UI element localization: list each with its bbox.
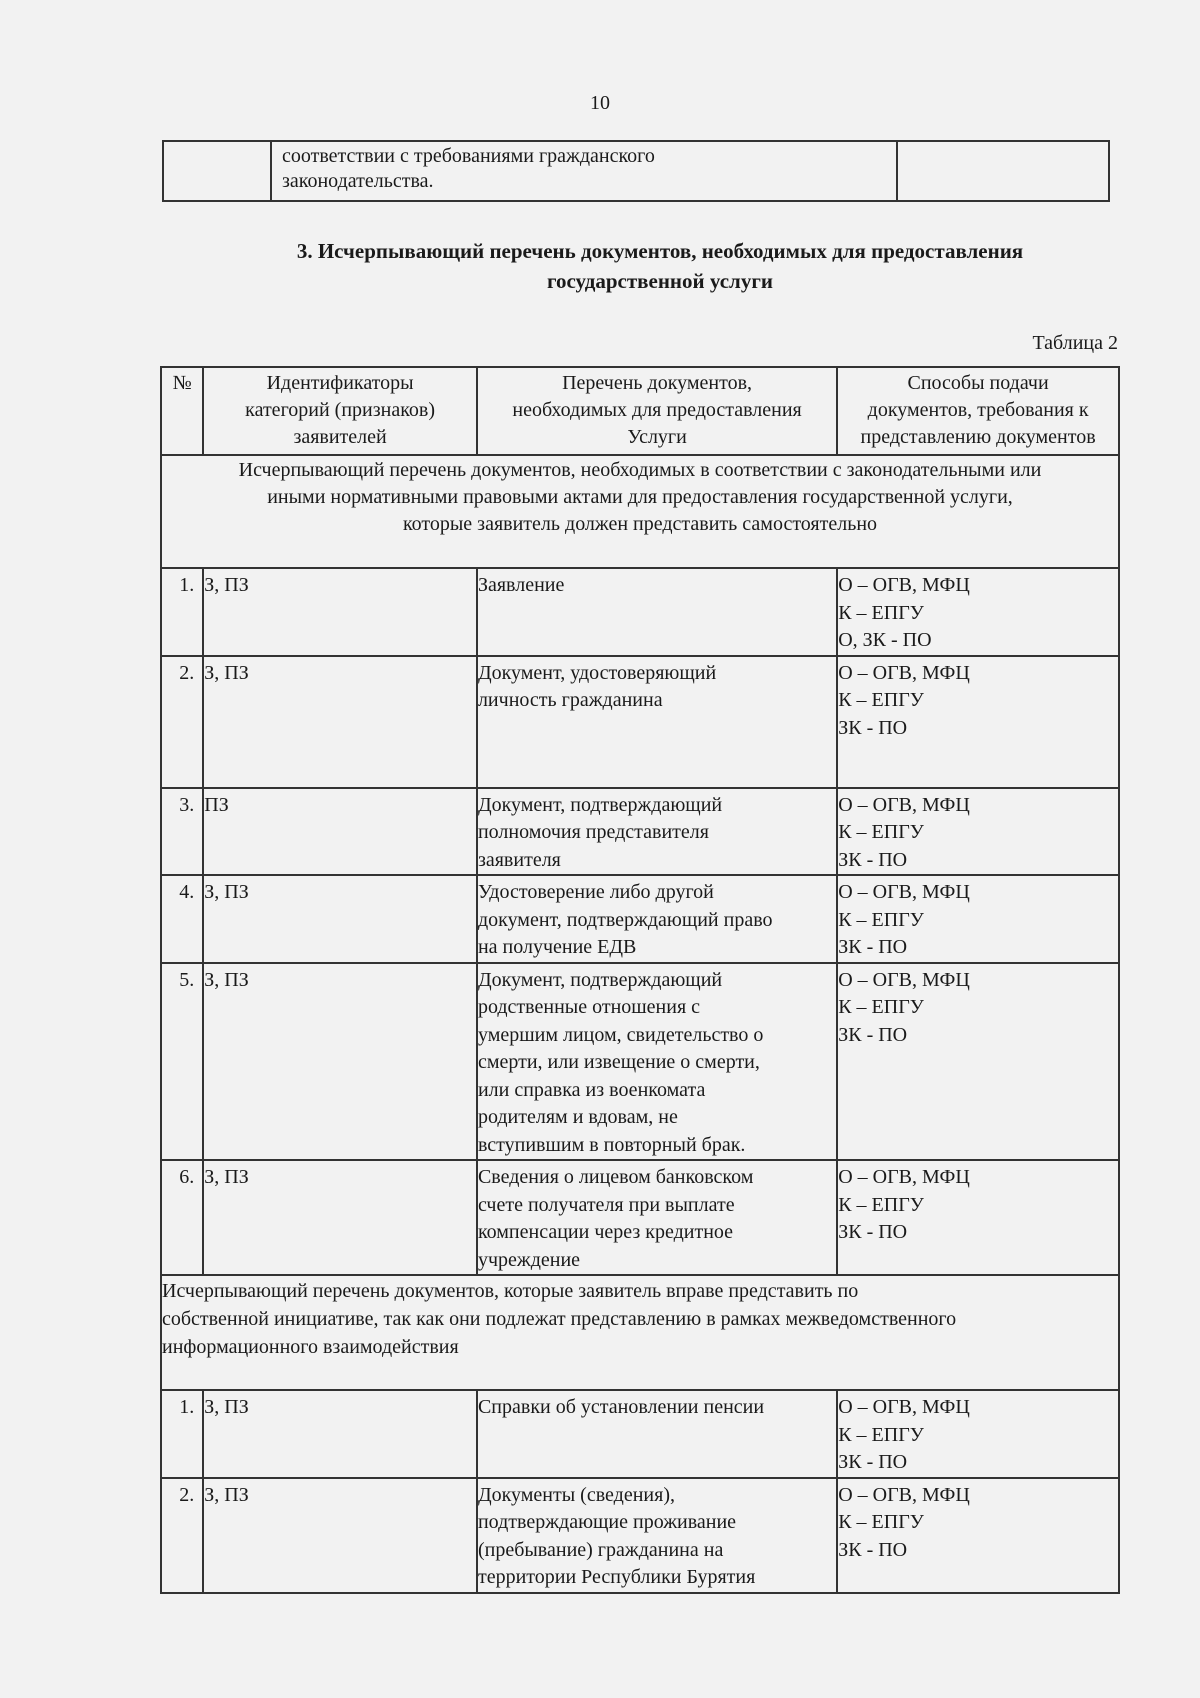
group-heading-required — [161, 455, 1119, 568]
section-title-line: государственной услуги — [547, 269, 773, 293]
way-line: ЗК - ПО — [838, 1221, 908, 1243]
way-line: О – ОГВ, МФЦ — [838, 793, 970, 816]
table-row — [161, 1390, 1119, 1478]
way-line: К – ЕПГУ — [838, 1511, 924, 1533]
header-ways — [837, 367, 1119, 455]
row-ways — [837, 1160, 1119, 1275]
document-line: или справка из военкомата — [477, 1078, 706, 1101]
section-title-line: 3. Исчерпывающий перечень документов, необходимых для предоставления — [296, 239, 1024, 263]
document-line: счете получателя при выплате — [477, 1193, 735, 1216]
document-line: умершим лицом, свидетельство о — [477, 1023, 764, 1046]
header-documents — [477, 367, 837, 455]
way-line: О – ОГВ, МФЦ — [838, 1166, 970, 1188]
document-line: подтверждающие проживание — [477, 1511, 737, 1533]
row-document — [477, 568, 837, 656]
group-row — [161, 1275, 1119, 1390]
document-line: полномочия представителя — [477, 821, 709, 843]
header-identifiers — [203, 367, 477, 455]
row-ways — [837, 875, 1119, 963]
row-ways — [837, 963, 1119, 1161]
way-line: К – ЕПГУ — [838, 821, 924, 843]
document-line: (пребывание) гражданина на — [477, 1538, 724, 1561]
document-line: родителям и вдовам, не — [477, 1106, 678, 1128]
continuation-text-line: соответствии с требованиями гражданского — [282, 145, 655, 167]
row-number: 3. — [161, 788, 203, 876]
table-row — [161, 1478, 1119, 1593]
row-document — [477, 1160, 837, 1275]
row-document — [477, 1390, 837, 1478]
row-number: 2. — [161, 1478, 203, 1593]
document-line: Документ, подтверждающий — [477, 968, 723, 991]
way-line: О – ОГВ, МФЦ — [838, 1396, 970, 1418]
table-cell — [271, 141, 897, 201]
row-document — [477, 875, 837, 963]
document-line: территории Республики Бурятия — [477, 1566, 756, 1588]
way-line: О – ОГВ, МФЦ — [838, 968, 970, 991]
document-line: смерти, или извещение о смерти, — [477, 1051, 760, 1073]
row-number: 4. — [161, 875, 203, 963]
row-category: ПЗ — [203, 788, 477, 876]
row-category: З, ПЗ — [203, 1390, 477, 1478]
group-row — [161, 455, 1119, 568]
way-line: ЗК - ПО — [838, 1451, 908, 1473]
way-line: ЗК - ПО — [838, 1023, 908, 1046]
group-line: Исчерпывающий перечень документов, которые заявитель вправе представить по — [162, 1280, 859, 1302]
table-cell — [897, 141, 1109, 201]
table-row — [161, 568, 1119, 656]
row-ways — [837, 788, 1119, 876]
way-line: К – ЕПГУ — [838, 689, 924, 711]
section-title — [220, 236, 1100, 296]
document-line: Заявление — [477, 574, 565, 596]
group-heading-optional — [161, 1275, 1119, 1390]
row-category: З, ПЗ — [203, 568, 477, 656]
row-number: 5. — [161, 963, 203, 1161]
document-line: личность гражданина — [477, 689, 663, 711]
way-line: К – ЕПГУ — [838, 1423, 924, 1446]
header-line: Идентификаторы — [266, 372, 414, 394]
header-line: Услуги — [627, 426, 687, 448]
table-row — [161, 788, 1119, 876]
table-header-row — [161, 367, 1119, 455]
row-category: З, ПЗ — [203, 656, 477, 788]
group-line: иными нормативными правовыми актами для предоставления государственной услуги, — [267, 486, 1013, 508]
document-line: Документ, подтверждающий — [477, 793, 723, 816]
document-line: вступившим в повторный брак. — [477, 1133, 746, 1156]
way-line: О – ОГВ, МФЦ — [838, 574, 970, 596]
row-category: З, ПЗ — [203, 963, 477, 1161]
row-number: 6. — [161, 1160, 203, 1275]
header-line: представлению документов — [860, 426, 1096, 448]
way-line: О, ЗК - ПО — [838, 629, 932, 651]
document-line: Документ, удостоверяющий — [477, 661, 717, 684]
table-row — [161, 1160, 1119, 1275]
group-line: информационного взаимодействия — [162, 1336, 459, 1358]
document-line: Сведения о лицевом банковском — [477, 1166, 754, 1188]
table-row — [161, 963, 1119, 1161]
header-num: № — [161, 367, 203, 455]
continuation-text-line: законодательства. — [282, 170, 434, 192]
row-category: З, ПЗ — [203, 1160, 477, 1275]
document-line: заявителя — [477, 848, 561, 871]
document-line: Справки об установлении пенсии — [477, 1396, 765, 1418]
way-line: К – ЕПГУ — [838, 601, 924, 624]
document-line: компенсации через кредитное — [477, 1221, 734, 1243]
row-document — [477, 963, 837, 1161]
document-line: родственные отношения с — [477, 996, 701, 1018]
header-line: необходимых для предоставления — [512, 399, 802, 421]
header-line: Перечень документов, — [562, 372, 753, 394]
continuation-table — [162, 140, 1110, 202]
row-ways — [837, 568, 1119, 656]
way-line: ЗК - ПО — [838, 848, 908, 871]
documents-table — [160, 366, 1120, 1594]
table-row — [161, 875, 1119, 963]
way-line: К – ЕПГУ — [838, 996, 924, 1018]
group-line: которые заявитель должен представить самостоятельно — [402, 513, 878, 535]
row-number: 2. — [161, 656, 203, 788]
document-line: Удостоверение либо другой — [477, 881, 714, 903]
document-line: документ, подтверждающий право — [477, 908, 773, 931]
document-line: учреждение — [477, 1248, 581, 1271]
header-line: Способы подачи — [907, 372, 1049, 394]
document-line: на получение ЕДВ — [477, 936, 637, 958]
row-number: 1. — [161, 1390, 203, 1478]
row-number: 1. — [161, 568, 203, 656]
row-ways — [837, 656, 1119, 788]
row-document — [477, 788, 837, 876]
row-ways — [837, 1478, 1119, 1593]
group-line: собственной инициативе, так как они подлежат представлению в рамках межведомственного — [162, 1308, 957, 1330]
way-line: ЗК - ПО — [838, 1538, 908, 1561]
document-line: Документы (сведения), — [477, 1483, 675, 1506]
table-row — [161, 656, 1119, 788]
table-label: Таблица 2 — [1032, 332, 1118, 354]
way-line: ЗК - ПО — [838, 716, 908, 739]
header-line: документов, требования к — [867, 399, 1089, 421]
row-category: З, ПЗ — [203, 875, 477, 963]
way-line: К – ЕПГУ — [838, 908, 924, 931]
group-line: Исчерпывающий перечень документов, необходимых в соответствии с законодательными или — [238, 459, 1042, 481]
row-document — [477, 656, 837, 788]
way-line: ЗК - ПО — [838, 936, 908, 958]
page-number: 10 — [590, 92, 610, 114]
way-line: К – ЕПГУ — [838, 1193, 924, 1216]
way-line: О – ОГВ, МФЦ — [838, 1483, 970, 1506]
table-cell — [163, 141, 271, 201]
way-line: О – ОГВ, МФЦ — [838, 881, 970, 903]
row-category: З, ПЗ — [203, 1478, 477, 1593]
row-document — [477, 1478, 837, 1593]
header-line: категорий (признаков) — [245, 399, 436, 421]
header-line: заявителей — [293, 426, 387, 448]
table-row — [163, 141, 1109, 201]
way-line: О – ОГВ, МФЦ — [838, 661, 970, 684]
row-ways — [837, 1390, 1119, 1478]
